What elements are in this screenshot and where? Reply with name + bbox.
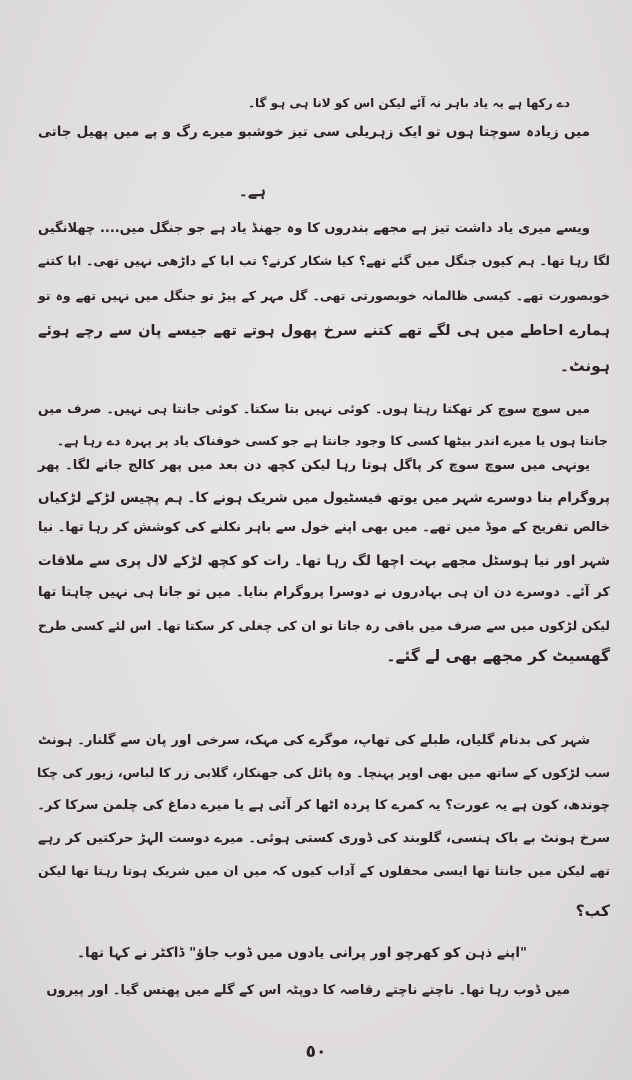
text-line: سرخ ہونٹ بے باک ہنسی، گلوبند کی ڈوری کستی ہوئی۔ میرے دوست الہڑ حرکتیں کر رہے bbox=[38, 831, 610, 846]
text-line: پروگرام بنا دوسرے شہر میں یوتھ فیسٹیول میں شریک ہونے کا۔ ہم پچیس لڑکے لڑکیاں bbox=[38, 490, 610, 506]
paragraph-start-line: میں سوچ سوچ کر تھکتا رہتا ہوں۔ کوئی نہیں بتا سکتا۔ کوئی جانتا ہی نہیں۔ صرف میں bbox=[38, 401, 590, 416]
quoted-line: "اپنے ذہن کو کھرچو اور پرانی یادوں میں ڈوب جاؤ" ڈاکٹر نے کہا تھا۔ bbox=[77, 945, 527, 961]
text-line: خوبصورت تھے۔ کیسی ظالمانہ خوبصورتی تھی۔ گل مہر کے پیڑ تو جنگل میں نہیں تھے وہ تو bbox=[38, 288, 610, 303]
text-line: سب لڑکوں کے ساتھ میں بھی اوپر پہنچا۔ وہ پائل کی جھنکار، گلابی زر کا لباس، زیور کی چکا bbox=[37, 765, 610, 780]
text-line: کر آئے۔ دوسرے دن ان ہی بہادروں نے دوسرا پروگرام بنایا۔ میں تو جانا ہی نہیں چاہتا تھا bbox=[38, 585, 610, 600]
text-line: کب؟ bbox=[575, 902, 610, 920]
paragraph-start-line: یونہی میں سوچ سوچ کر پاگل ہوتا رہا لیکن کچھ دن بعد میں پھر کالج جانے لگا۔ پھر bbox=[38, 458, 590, 473]
text-line: ہے۔ bbox=[238, 182, 266, 200]
text-line: گھسیٹ کر مجھے بھی لے گئے۔ bbox=[386, 647, 610, 665]
text-line: لیکن لڑکوں میں سے صرف میں باقی رہ جاتا تو ان کی چغلی کر سکتا تھا۔ اس لئے کسی طرح bbox=[38, 618, 610, 633]
text-line: جانتا ہوں یا میرے اندر بیٹھا کسی کا وجود جانتا ہے جو کسی خوفناک یاد پر پہرہ دے رہا ہے۔ bbox=[56, 433, 608, 448]
paragraph-start-line: میں زیادہ سوچتا ہوں تو ایک زہریلی سی تیز خوشبو میرے رگ و پے میں پھیل جاتی bbox=[38, 124, 590, 140]
text-line: لگا رہا تھا۔ ہم کیوں جنگل میں گئے تھے؟ کیا شکار کرنے؟ تب ابا کے داڑھی نہیں تھی۔ ابا کتنے bbox=[38, 253, 610, 268]
paragraph-start-line: ویسے میری یاد داشت تیز ہے مجھے بندروں کا وہ جھنڈ یاد ہے جو جنگل میں.... چھلانگیں bbox=[38, 221, 590, 236]
paragraph-start-line: شہر کی بدنام گلیاں، طبلے کی تھاپ، موگرے کی مہک، سرخی اور پان سے گلنار۔ ہونٹ bbox=[38, 733, 590, 748]
text-line: خالص تفریح کے موڈ میں تھے۔ میں بھی اپنے خول سے باہر نکلنے کی کوشش کر رہا تھا۔ نیا bbox=[38, 520, 610, 535]
paragraph-start-line: میں ڈوب رہا تھا۔ ناچتے ناچتے رقاصہ کا دوپٹہ اس کے گلے میں پھنس گیا۔ اور پیروں bbox=[46, 983, 570, 998]
text-line: شہر اور نیا ہوسٹل مجھے بہت اچھا لگ رہا تھا۔ رات کو کچھ لڑکے لال پری سے ملاقات bbox=[38, 553, 610, 569]
text-line: ہمارے احاطے میں ہی لگے تھے کتنے سرخ پھول ہوتے تھے جیسے پان سے رچے ہوئے bbox=[38, 323, 610, 339]
text-line: ہونٹ۔ bbox=[559, 357, 610, 375]
text-line: دے رکھا ہے یہ یاد باہر نہ آئے لیکن اس کو لانا ہی ہو گا۔ bbox=[247, 96, 570, 110]
text-line: چوندھ، کون ہے یہ عورت؟ یہ کمرے کا پردہ اٹھا کر آئی ہے یا میرے دماغ کی چلمن سرکا کر۔ bbox=[37, 798, 610, 813]
page-number: ٥٠ bbox=[305, 1042, 327, 1062]
text-line: تھے لیکن میں جانتا تھا ایسی محفلوں کے آداب کیوں کہ میں ان میں شریک ہوتا رہتا تھا لیکن bbox=[38, 863, 610, 878]
